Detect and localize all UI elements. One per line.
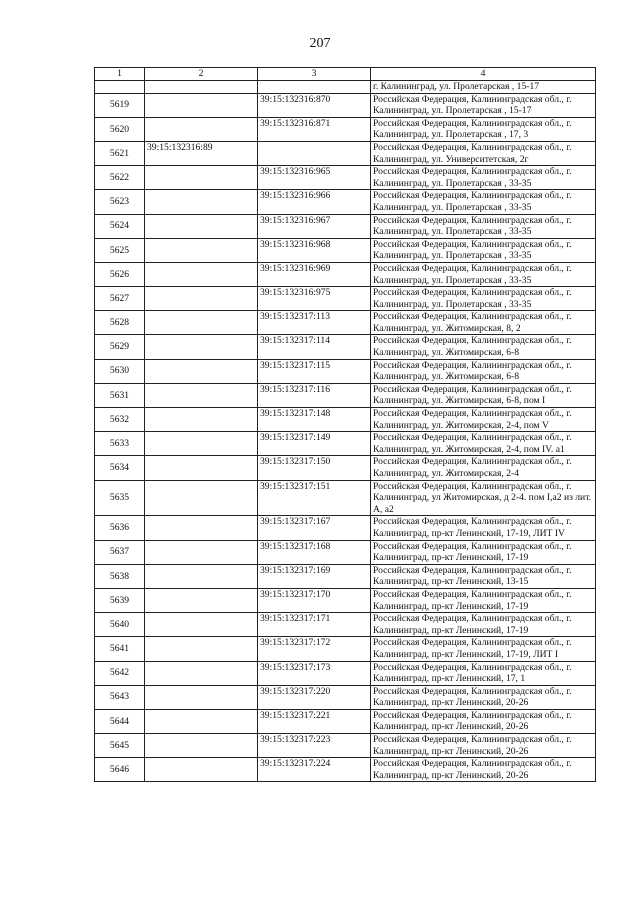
cadastral-number-cell: 39:15:132317:151 <box>258 480 371 516</box>
address-cell: Российская Федерация, Калининградская обл., г. Калининград, ул. Пролетарская , 33-35 <box>371 214 596 238</box>
table-row <box>95 709 596 733</box>
row-number-cell: 5626 <box>95 262 145 286</box>
land-parcel-cell <box>145 166 258 190</box>
land-parcel-cell <box>145 758 258 782</box>
address-cell: Российская Федерация, Калининградская обл., г. Калининград, ул. Пролетарская , 33-35 <box>371 190 596 214</box>
table-row <box>95 432 596 456</box>
row-number-cell: 5628 <box>95 311 145 335</box>
cadastral-number-cell <box>258 141 371 165</box>
address-cell: Российская Федерация, Калининградская обл., г. Калининград, ул. Пролетарская , 33-35 <box>371 287 596 311</box>
row-number-cell: 5635 <box>95 480 145 516</box>
row-number-cell: 5636 <box>95 516 145 540</box>
land-parcel-cell <box>145 613 258 637</box>
row-number-cell: 5631 <box>95 383 145 407</box>
land-parcel-cell <box>145 383 258 407</box>
row-number-cell: 5639 <box>95 588 145 612</box>
row-number-cell: 5637 <box>95 540 145 564</box>
address-cell: Российская Федерация, Калининградская обл., г. Калининград, пр-кт Ленинский, 20-26 <box>371 709 596 733</box>
table-row <box>95 685 596 709</box>
row-number-cell: 5644 <box>95 709 145 733</box>
land-parcel-cell <box>145 214 258 238</box>
row-number-cell: 5632 <box>95 408 145 432</box>
table-row <box>95 335 596 359</box>
address-cell: Российская Федерация, Калининградская обл., г. Калининград, пр-кт Ленинский, 17-19, ЛИТ I <box>371 637 596 661</box>
table-row <box>95 311 596 335</box>
cadastral-number-cell: 39:15:132316:975 <box>258 287 371 311</box>
address-cell: Российская Федерация, Калининградская обл., г. Калининград, пр-кт Ленинский, 20-26 <box>371 685 596 709</box>
land-parcel-cell <box>145 734 258 758</box>
table-row <box>95 480 596 516</box>
cadastral-number-cell: 39:15:132317:148 <box>258 408 371 432</box>
table-row <box>95 262 596 286</box>
address-cell: Российская Федерация, Калининградская обл., г. Калининград, ул. Пролетарская , 15-17 <box>371 93 596 117</box>
address-cell: Российская Федерация, Калининградская обл., г. Калининград, ул. Житомирская, 2-4, пом V <box>371 408 596 432</box>
row-number-cell: 5634 <box>95 456 145 480</box>
cadastral-number-cell: 39:15:132316:967 <box>258 214 371 238</box>
address-cell: Российская Федерация, Калининградская обл., г. Калининград, ул. Пролетарская , 33-35 <box>371 166 596 190</box>
address-cell: Российская Федерация, Калининградская обл., г. Калининград, ул. Житомирская, 6-8, пом I <box>371 383 596 407</box>
table-header-row <box>95 68 596 81</box>
address-cell: Российская Федерация, Калининградская обл., г. Калининград, ул Житомирская, д 2-4. пом I,a2 из лит. А, а2 <box>371 480 596 516</box>
row-number-cell <box>95 81 145 94</box>
cadastral-number-cell: 39:15:132316:870 <box>258 93 371 117</box>
row-number-cell: 5642 <box>95 661 145 685</box>
row-number-cell: 5646 <box>95 758 145 782</box>
row-number-cell: 5629 <box>95 335 145 359</box>
land-parcel-cell <box>145 516 258 540</box>
land-parcel-cell <box>145 93 258 117</box>
column-header-4: 4 <box>371 68 596 81</box>
table-row <box>95 758 596 782</box>
land-parcel-cell <box>145 81 258 94</box>
table-row <box>95 637 596 661</box>
table-row <box>95 190 596 214</box>
address-cell: Российская Федерация, Калининградская обл., г. Калининград, ул. Житомирская, 2-4 <box>371 456 596 480</box>
row-number-cell: 5633 <box>95 432 145 456</box>
cadastral-number-cell: 39:15:132317:172 <box>258 637 371 661</box>
row-number-cell: 5621 <box>95 141 145 165</box>
cadastral-number-cell: 39:15:132317:116 <box>258 383 371 407</box>
continuation-row <box>95 81 596 94</box>
land-parcel-cell <box>145 359 258 383</box>
table-row <box>95 734 596 758</box>
land-parcel-cell <box>145 262 258 286</box>
address-cell: Российская Федерация, Калининградская обл., г. Калининград, ул. Житомирская, 2-4, пом IV. а1 <box>371 432 596 456</box>
land-parcel-cell <box>145 456 258 480</box>
column-header-3: 3 <box>258 68 371 81</box>
cadastral-number-cell: 39:15:132316:966 <box>258 190 371 214</box>
row-number-cell: 5625 <box>95 238 145 262</box>
cadastral-number-cell: 39:15:132317:169 <box>258 564 371 588</box>
address-cell: Российская Федерация, Калининградская обл., г. Калининград, пр-кт Ленинский, 17-19 <box>371 613 596 637</box>
row-number-cell: 5638 <box>95 564 145 588</box>
address-cell: Российская Федерация, Калининградская обл., г. Калининград, пр-кт Ленинский, 17-19, ЛИТ IV <box>371 516 596 540</box>
table-row <box>95 93 596 117</box>
address-cell: Российская Федерация, Калининградская обл., г. Калининград, ул. Житомирская, 6-8 <box>371 359 596 383</box>
table-row <box>95 238 596 262</box>
land-parcel-cell <box>145 588 258 612</box>
cadastral-number-cell: 39:15:132317:168 <box>258 540 371 564</box>
cadastral-number-cell: 39:15:132316:969 <box>258 262 371 286</box>
cadastral-number-cell <box>258 81 371 94</box>
address-cell: Российская Федерация, Калининградская обл., г. Калининград, ул. Житомирская, 6-8 <box>371 335 596 359</box>
cadastral-number-cell: 39:15:132316:965 <box>258 166 371 190</box>
address-cell: Российская Федерация, Калининградская обл., г. Калининград, ул. Пролетарская , 17, 3 <box>371 117 596 141</box>
address-cell: Российская Федерация, Калининградская обл., г. Калининград, пр-кт Ленинский, 20-26 <box>371 758 596 782</box>
cadastral-number-cell: 39:15:132317:150 <box>258 456 371 480</box>
cadastral-number-cell: 39:15:132317:220 <box>258 685 371 709</box>
column-header-2: 2 <box>145 68 258 81</box>
land-parcel-cell <box>145 190 258 214</box>
table-row <box>95 564 596 588</box>
land-parcel-cell <box>145 311 258 335</box>
land-parcel-cell <box>145 685 258 709</box>
row-number-cell: 5640 <box>95 613 145 637</box>
land-parcel-cell <box>145 117 258 141</box>
cadastral-number-cell: 39:15:132316:968 <box>258 238 371 262</box>
row-number-cell: 5641 <box>95 637 145 661</box>
page-number: 207 <box>309 36 331 51</box>
table-row <box>95 287 596 311</box>
table-row <box>95 588 596 612</box>
land-parcel-cell <box>145 564 258 588</box>
land-parcel-cell <box>145 709 258 733</box>
cadastral-number-cell: 39:15:132317:171 <box>258 613 371 637</box>
land-parcel-cell <box>145 637 258 661</box>
row-number-cell: 5623 <box>95 190 145 214</box>
table-row <box>95 408 596 432</box>
row-number-cell: 5624 <box>95 214 145 238</box>
address-cell: Российская Федерация, Калининградская обл., г. Калининград, пр-кт Ленинский, 17-19 <box>371 540 596 564</box>
land-parcel-cell <box>145 287 258 311</box>
cadastral-number-cell: 39:15:132317:114 <box>258 335 371 359</box>
table-row <box>95 141 596 165</box>
cadastral-number-cell: 39:15:132317:167 <box>258 516 371 540</box>
land-parcel-cell <box>145 661 258 685</box>
address-cell: Российская Федерация, Калининградская обл., г. Калининград, пр-кт Ленинский, 17, 1 <box>371 661 596 685</box>
land-parcel-cell <box>145 335 258 359</box>
land-parcel-cell <box>145 408 258 432</box>
address-cell: г. Калининград, ул. Пролетарская , 15-17 <box>371 81 596 94</box>
row-number-cell: 5643 <box>95 685 145 709</box>
cadastral-number-cell: 39:15:132317:224 <box>258 758 371 782</box>
address-cell: Российская Федерация, Калининградская обл., г. Калининград, ул. Житомирская, 8, 2 <box>371 311 596 335</box>
land-parcel-cell <box>145 480 258 516</box>
cadastral-number-cell: 39:15:132317:221 <box>258 709 371 733</box>
address-cell: Российская Федерация, Калининградская обл., г. Калининград, пр-кт Ленинский, 13-15 <box>371 564 596 588</box>
land-parcel-cell <box>145 432 258 456</box>
row-number-cell: 5645 <box>95 734 145 758</box>
cadastral-number-cell: 39:15:132316:871 <box>258 117 371 141</box>
address-cell: Российская Федерация, Калининградская обл., г. Калининград, пр-кт Ленинский, 20-26 <box>371 734 596 758</box>
row-number-cell: 5627 <box>95 287 145 311</box>
address-cell: Российская Федерация, Калининградская обл., г. Калининград, ул. Университетская, 2г <box>371 141 596 165</box>
address-cell: Российская Федерация, Калининградская обл., г. Калининград, ул. Пролетарская , 33-35 <box>371 238 596 262</box>
address-cell: Российская Федерация, Калининградская обл., г. Калининград, пр-кт Ленинский, 17-19 <box>371 588 596 612</box>
cadastral-number-cell: 39:15:132317:170 <box>258 588 371 612</box>
cadastral-number-cell: 39:15:132317:149 <box>258 432 371 456</box>
address-cell: Российская Федерация, Калининградская обл., г. Калининград, ул. Пролетарская , 33-35 <box>371 262 596 286</box>
land-parcel-cell <box>145 238 258 262</box>
table-row <box>95 117 596 141</box>
row-number-cell: 5619 <box>95 93 145 117</box>
column-header-1: 1 <box>95 68 145 81</box>
row-number-cell: 5630 <box>95 359 145 383</box>
table-row <box>95 540 596 564</box>
cadastral-number-cell: 39:15:132317:115 <box>258 359 371 383</box>
cadastral-number-cell: 39:15:132317:173 <box>258 661 371 685</box>
property-registry-table <box>94 67 596 782</box>
table-row <box>95 166 596 190</box>
table-row <box>95 456 596 480</box>
table-row <box>95 383 596 407</box>
table-row <box>95 661 596 685</box>
table-row <box>95 214 596 238</box>
cadastral-number-cell: 39:15:132317:223 <box>258 734 371 758</box>
row-number-cell: 5622 <box>95 166 145 190</box>
table-row <box>95 516 596 540</box>
row-number-cell: 5620 <box>95 117 145 141</box>
table-row <box>95 359 596 383</box>
cadastral-number-cell: 39:15:132317:113 <box>258 311 371 335</box>
land-parcel-cell: 39:15:132316:89 <box>145 141 258 165</box>
table-row <box>95 613 596 637</box>
land-parcel-cell <box>145 540 258 564</box>
